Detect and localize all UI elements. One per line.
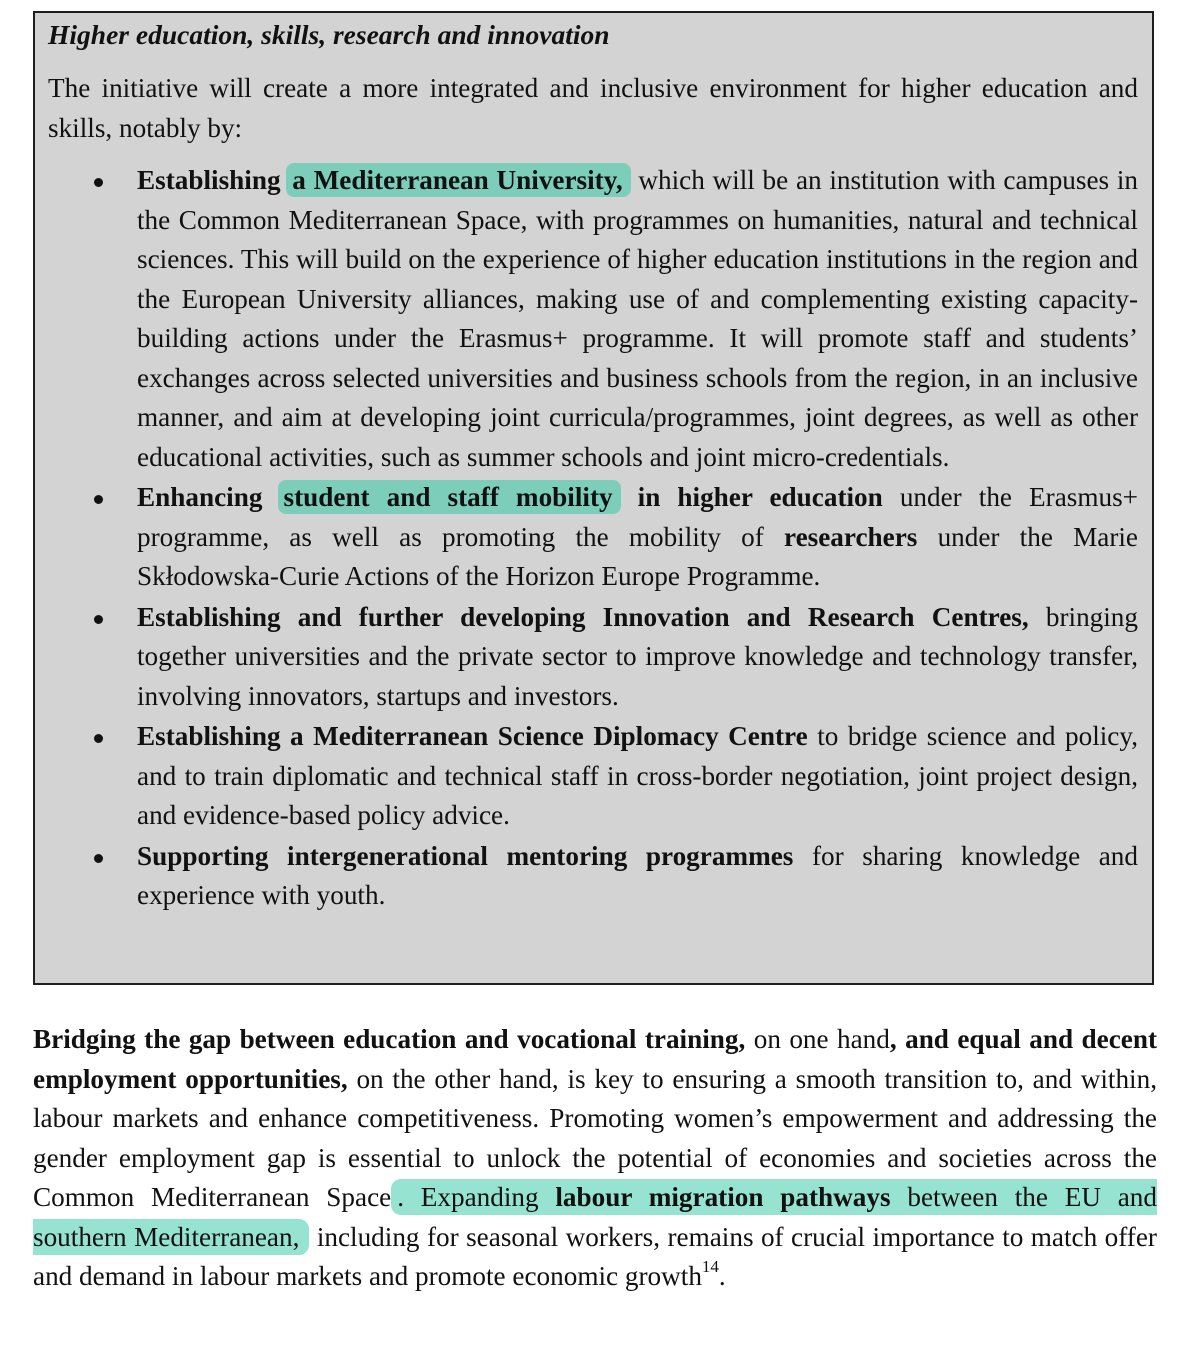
bullet-list <box>48 161 1138 916</box>
para-bold: , and equal and decent employment opportunities, <box>33 1024 1157 1094</box>
bullet-lead: Establishing a Mediterranean Science Diplomacy Centre <box>137 721 808 751</box>
bullet-lead: Establishing and further developing Innovation and Research Centres, <box>137 601 1029 632</box>
bullet-item-innovation-centres <box>48 598 1138 717</box>
highlight-text: . Expanding <box>397 1182 556 1212</box>
para-bold: Bridging the gap between education and vocational training, <box>33 1024 746 1054</box>
bullet-text: under the Erasmus+ programme, as well as promoting the mobility of <box>137 482 1139 552</box>
bullet-text: bringing together universities and the private sector to improve knowledge and technology transfer, involving innovators, startups and investors. <box>137 601 1138 711</box>
bullet-lead: Establishing <box>137 165 281 195</box>
body-paragraph <box>33 1020 1157 1297</box>
box-title: Higher education, skills, research and innovation <box>48 19 610 50</box>
box-intro: The initiative will create a more integrated and inclusive environment for higher education and skills, notably by: <box>48 73 1138 143</box>
callout-box <box>33 11 1154 985</box>
bullet-text: under the Marie Skłodowska-Curie Actions of the Horizon Europe Programme. <box>137 521 1138 591</box>
bullet-icon <box>94 178 103 187</box>
highlight-bold: labour migration pathways <box>555 1182 891 1212</box>
highlight[interactable]: student and staff mobility <box>278 480 621 514</box>
footnote-ref[interactable]: 14 <box>701 1257 719 1276</box>
bullet-icon <box>94 734 103 743</box>
highlight-text: between the EU and southern Mediterranean, <box>33 1182 1157 1252</box>
para-text: . <box>718 1261 726 1291</box>
para-text: on one hand <box>745 1024 890 1054</box>
bullet-item-mentoring <box>48 837 1138 916</box>
bullet-item-university <box>48 161 1138 477</box>
highlight[interactable]: a Mediterranean University, <box>286 163 630 197</box>
bullet-item-mobility <box>48 478 1138 597</box>
bullet-icon <box>94 495 103 504</box>
para-text: including for seasonal workers, remains of crucial importance to match offer and demand in labour markets and promote economic growth <box>33 1221 1157 1291</box>
para-text: on the other hand, is key to ensuring a smooth transition to, and within, labour markets and enhance competitiveness. Promoting women’s empowerment and addressing the gender employment gap is essential to unlock the potential of economies and societies across the Common Mediterranean Space <box>33 1063 1158 1212</box>
bullet-icon <box>94 854 103 863</box>
bullet-item-science-diplomacy <box>48 717 1138 836</box>
bullet-text: for sharing knowledge and experience with youth. <box>137 840 1138 910</box>
bullet-text: which will be an institution with campuses in the Common Mediterranean Space, with programmes on humanities, natural and technical sciences. This will build on the experience of higher education institutions in the region and the European University alliances, making use of and complementing existing capacity-building actions under the Erasmus+ programme. It will promote staff and students’ exchanges across selected universities and business schools from the region, in an inclusive manner, and aim at developing joint curricula/programmes, joint degrees, as well as other educational activities, such as summer schools and joint micro-credentials. <box>137 165 1139 472</box>
bullet-lead: Enhancing <box>137 482 263 512</box>
bullet-lead: Supporting intergenerational mentoring programmes <box>137 840 794 871</box>
bullet-icon <box>94 615 103 624</box>
bullet-bold: in higher education <box>637 482 883 512</box>
bullet-text: to bridge science and policy, and to train diplomatic and technical staff in cross-border negotiation, joint project design, and evidence-based policy advice. <box>137 721 1138 830</box>
bullet-bold: researchers <box>784 521 918 552</box>
